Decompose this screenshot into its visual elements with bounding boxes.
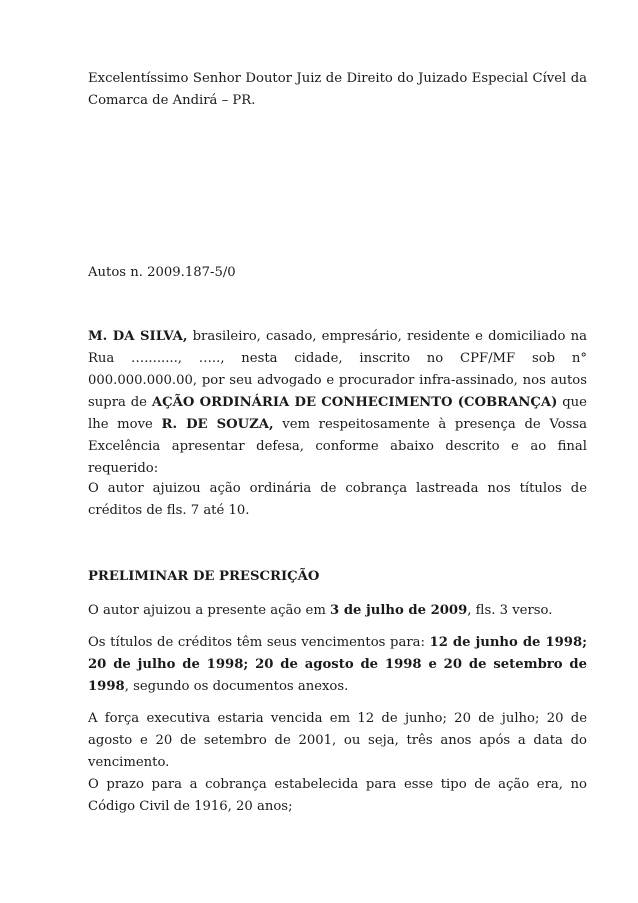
- due-text-2: , segundo os documentos anexos.: [124, 679, 349, 694]
- addressee-paragraph: Excelentíssimo Senhor Doutor Juiz de Direito do Juizado Especial Cível da Comarca de Andirá – PR.: [88, 71, 587, 108]
- qualification-text-2: que lhe move: [88, 395, 587, 432]
- qualification-text-3: vem respeitosamente à presença de Vossa Excelência apresentar defesa, conforme abaixo descrito e ao final requerido:: [88, 417, 587, 476]
- case-number: Autos n. 2009.187-5/0: [88, 265, 236, 280]
- paragraph-filing-date: [88, 600, 587, 622]
- filing-date: 3 de julho de 2009: [330, 603, 468, 618]
- paragraph-due-dates: [88, 632, 587, 698]
- paragraph-executive-force: A força executiva estaria vencida em 12 de junho; 20 de julho; 20 de agosto e 20 de setembro de 2001, ou seja, três anos após a data do vencimento.: [88, 711, 587, 770]
- paragraph-limitation-period: O prazo para a cobrança estabelecida para esse tipo de ação era, no Código Civil de 1916, 20 anos;: [88, 777, 587, 814]
- filing-text-1: O autor ajuizou a presente ação em: [88, 603, 331, 618]
- action-name: AÇÃO ORDINÁRIA DE CONHECIMENTO (COBRANÇA): [151, 395, 558, 410]
- plaintiff-name: R. DE SOUZA,: [161, 417, 274, 432]
- due-dates: 12 de junho de 1998; 20 de julho de 1998; 20 de agosto de 1998 e 20 de setembro de 1998: [88, 635, 587, 694]
- section-heading: PRELIMINAR DE PRESCRIÇÃO: [88, 569, 320, 584]
- qualification-paragraph: [88, 326, 587, 480]
- defendant-name: M. DA SILVA,: [88, 329, 188, 344]
- filing-text-2: , fls. 3 verso.: [467, 603, 553, 618]
- due-text-1: Os títulos de créditos têm seus vencimentos para:: [88, 635, 430, 650]
- qualification-text-1: brasileiro, casado, empresário, residente e domiciliado na Rua …........, ….., nesta cidade, inscrito no CPF/MF sob n° 000.000.000.00, por seu advogado e procurador infra-assinado, nos autos supra de: [88, 329, 587, 410]
- paragraph-claim: O autor ajuizou ação ordinária de cobrança lastreada nos títulos de créditos de fls. 7 até 10.: [88, 481, 587, 518]
